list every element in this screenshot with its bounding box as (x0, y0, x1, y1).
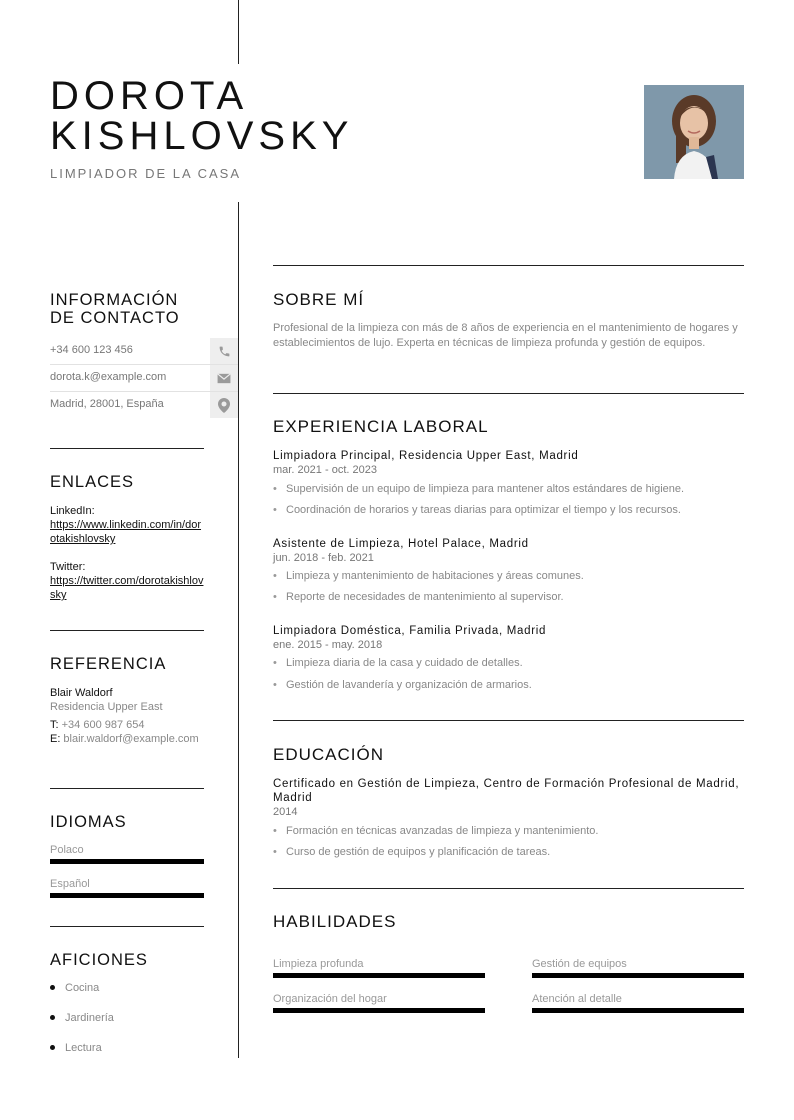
job-heading: Asistente de Limpieza, Hotel Palace, Madrid (273, 538, 529, 550)
bullet-dot (50, 1045, 55, 1050)
bullet-text: Reporte de necesidades de mantenimiento al supervisor. (286, 591, 564, 603)
about-section-title: SOBRE MÍ (273, 290, 365, 309)
vertical-divider-top (238, 0, 239, 64)
job-bullet (273, 591, 744, 603)
job-bullet (273, 679, 744, 691)
reference-name: Blair Waldorf (50, 687, 113, 699)
bullet-text: Limpieza diaria de la casa y cuidado de detalles. (286, 657, 523, 669)
bullet-text: Curso de gestión de equipos y planificación de tareas. (286, 846, 551, 858)
right-divider (273, 265, 744, 266)
skill-name: Atención al detalle (532, 993, 622, 1005)
skill-level-bar (273, 1008, 485, 1013)
contact-address (50, 392, 238, 419)
hobby-text: Cocina (65, 982, 100, 994)
bullet-char: • (273, 483, 277, 495)
bullet-char: • (273, 825, 277, 837)
right-divider (273, 720, 744, 721)
contact-email-text: dorota.k@example.com (50, 371, 167, 383)
job-bullet (273, 504, 744, 516)
education-bullet (273, 825, 744, 837)
reference-phone-label: T: (50, 719, 59, 731)
right-divider (273, 888, 744, 889)
right-divider (273, 393, 744, 394)
profile-photo (644, 85, 744, 179)
experience-section-title: EXPERIENCIA LABORAL (273, 417, 489, 436)
linkedin-link[interactable]: https://www.linkedin.com/in/dorotakishlovsky (50, 519, 202, 545)
left-divider (50, 448, 204, 449)
skill-level-bar (532, 1008, 744, 1013)
job-bullet (273, 657, 744, 669)
skill-name: Gestión de equipos (532, 958, 627, 970)
reference-section-title: REFERENCIA (50, 655, 167, 673)
last-name: KISHLOVSKY (50, 114, 354, 158)
linkedin-label: LinkedIn: (50, 505, 95, 517)
skill-name: Limpieza profunda (273, 958, 364, 970)
reference-phone-value: +34 600 987 654 (61, 719, 145, 731)
vertical-divider (238, 202, 239, 1058)
bullet-char: • (273, 591, 277, 603)
reference-email-value: blair.waldorf@example.com (63, 733, 199, 745)
contact-section-title: INFORMACIÓN DE CONTACTO (50, 291, 180, 327)
contact-phone-text: +34 600 123 456 (50, 344, 133, 356)
about-text: Profesional de la limpieza con más de 8 años de experiencia en el mantenimiento de hogares y establecimientos de lujo. Experta en técnicas de limpieza profunda y gestión de equipos. (273, 322, 738, 349)
hobby-item (50, 982, 99, 994)
job-dates: mar. 2021 - oct. 2023 (273, 464, 377, 476)
hobby-item (50, 1012, 114, 1024)
education-heading: Certificado en Gestión de Limpieza, Centro de Formación Profesional de Madrid, Madrid (273, 778, 740, 804)
reference-email-label: E: (50, 733, 61, 745)
bullet-text: Coordinación de horarios y tareas diarias para optimizar el tiempo y los recursos. (286, 504, 681, 516)
education-bullet (273, 846, 744, 858)
phone-icon (210, 338, 238, 364)
skill-level-bar (532, 973, 744, 978)
language-level-bar (50, 893, 204, 898)
contact-email (50, 365, 238, 392)
job-dates: ene. 2015 - may. 2018 (273, 639, 383, 651)
candidate-name (50, 76, 353, 156)
bullet-dot (50, 985, 55, 990)
bullet-text: Supervisión de un equipo de limpieza para mantener altos estándares de higiene. (286, 483, 685, 495)
reference-phone (50, 718, 204, 732)
hobbies-section-title: AFICIONES (50, 951, 148, 969)
education-year: 2014 (273, 806, 298, 818)
skill-name: Organización del hogar (273, 993, 387, 1005)
contact-address-text: Madrid, 28001, España (50, 398, 164, 410)
links-section-title: ENLACES (50, 473, 135, 491)
contact-phone (50, 338, 238, 365)
bullet-char: • (273, 846, 277, 858)
language-level-bar (50, 859, 204, 864)
skills-section-title: HABILIDADES (273, 912, 397, 931)
hobby-text: Jardinería (65, 1012, 114, 1024)
bullet-text: Limpieza y mantenimiento de habitaciones y áreas comunes. (286, 570, 584, 582)
bullet-char: • (273, 657, 277, 669)
reference-company: Residencia Upper East (50, 701, 163, 713)
job-title: LIMPIADOR DE LA CASA (50, 166, 241, 181)
bullet-dot (50, 1015, 55, 1020)
left-divider (50, 788, 204, 789)
job-heading: Limpiadora Doméstica, Familia Privada, Madrid (273, 625, 547, 637)
language-name: Polaco (50, 844, 84, 856)
hobby-text: Lectura (65, 1042, 102, 1054)
twitter-label: Twitter: (50, 561, 86, 573)
job-bullet (273, 483, 744, 495)
mail-icon (210, 365, 238, 391)
twitter-link[interactable]: https://twitter.com/dorotakishlovsky (50, 575, 204, 601)
skill-level-bar (273, 973, 485, 978)
bullet-text: Formación en técnicas avanzadas de limpieza y mantenimiento. (286, 825, 599, 837)
job-bullet (273, 570, 744, 582)
hobby-item (50, 1042, 102, 1054)
left-divider (50, 926, 204, 927)
bullet-char: • (273, 570, 277, 582)
job-heading: Limpiadora Principal, Residencia Upper East, Madrid (273, 450, 579, 462)
bullet-text: Gestión de lavandería y organización de armarios. (286, 679, 532, 691)
bullet-char: • (273, 504, 277, 516)
language-name: Español (50, 878, 90, 890)
languages-section-title: IDIOMAS (50, 813, 127, 831)
reference-email (50, 732, 204, 746)
first-name: DOROTA (50, 74, 249, 118)
education-section-title: EDUCACIÓN (273, 745, 385, 764)
job-dates: jun. 2018 - feb. 2021 (273, 552, 374, 564)
left-divider (50, 630, 204, 631)
location-pin-icon (210, 392, 238, 418)
bullet-char: • (273, 679, 277, 691)
